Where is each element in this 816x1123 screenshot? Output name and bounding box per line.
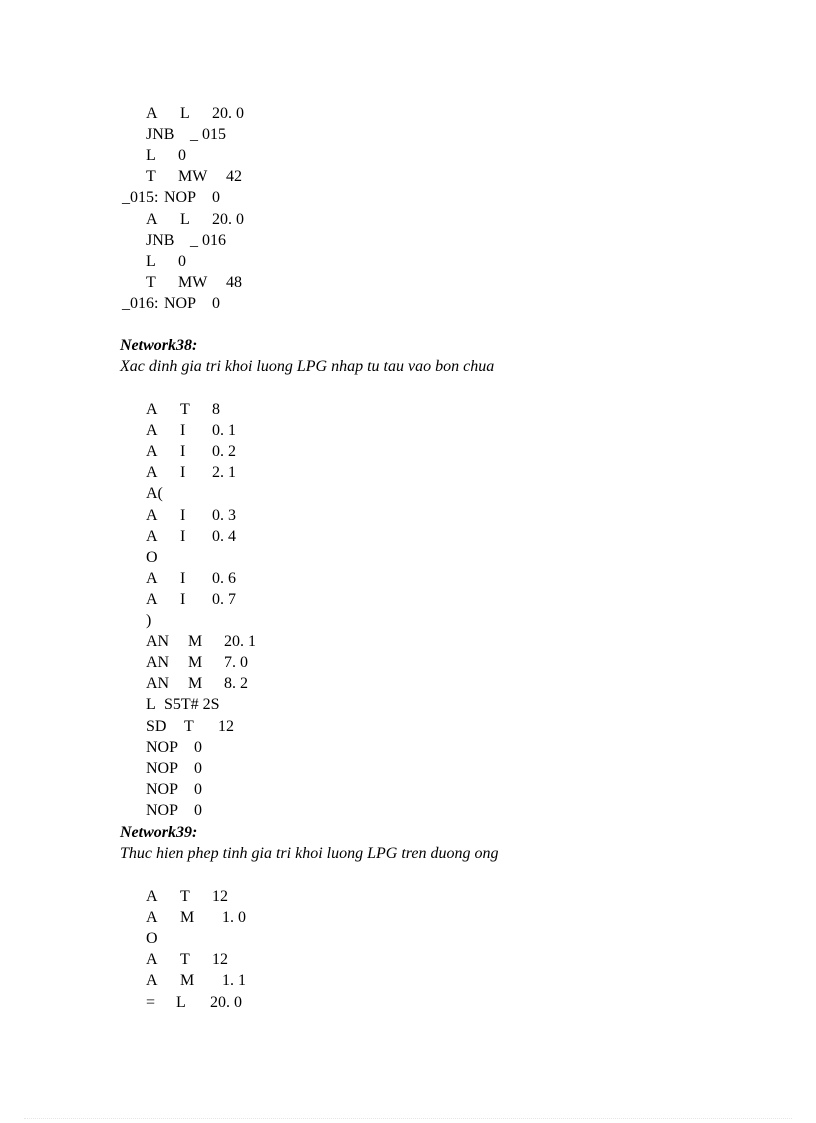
instruction-op: JNB (146, 231, 175, 249)
instruction-op: = (146, 993, 156, 1011)
instruction-op: AN (146, 675, 170, 693)
instruction-address: 8. 2 (224, 675, 248, 693)
instruction-operand: _ 015 (190, 126, 226, 144)
instruction-address: 0. 6 (212, 569, 236, 587)
code-line (0, 526, 816, 547)
code-line (0, 737, 816, 758)
instruction-op: L (146, 696, 156, 714)
instruction-op: AN (146, 633, 170, 651)
instruction-op: A (146, 464, 158, 482)
instruction-op: NOP (146, 759, 179, 777)
instruction-op: A (146, 422, 158, 440)
code-line (0, 970, 816, 991)
instruction-op: A (146, 909, 158, 927)
instruction-op: A (146, 443, 158, 461)
instruction-op: O (146, 548, 158, 566)
network39-title: Network39: (120, 824, 198, 841)
instruction-operand: M (188, 675, 203, 693)
code-line (0, 187, 816, 208)
instruction-op: NOP (146, 738, 179, 756)
instruction-op: A( (146, 485, 163, 503)
code-line (0, 631, 816, 652)
code-line (0, 886, 816, 907)
code-line (0, 166, 816, 187)
code-line (0, 673, 816, 694)
instruction-operand: I (180, 422, 186, 440)
instruction-address: 20. 0 (210, 993, 242, 1011)
instruction-op: A (146, 972, 158, 990)
instruction-operand: S5T# 2S (164, 696, 220, 714)
instruction-op: O (146, 930, 158, 948)
code-line (0, 209, 816, 230)
network38-title: Network38: (120, 337, 198, 354)
instruction-operand: 0 (194, 738, 202, 756)
instruction-op: T (146, 273, 156, 291)
instruction-operand: T (180, 401, 190, 418)
instruction-op: AN (146, 654, 170, 672)
code-line (0, 589, 816, 610)
instruction-address: 0. 7 (212, 590, 236, 608)
code-line (0, 462, 816, 483)
code-line (0, 399, 816, 420)
instruction-op: A (146, 590, 158, 608)
instruction-address: 20. 0 (212, 105, 244, 122)
instruction-address: 0. 2 (212, 443, 236, 461)
instruction-op: SD (146, 717, 167, 735)
code-line (0, 272, 816, 293)
code-line (0, 547, 816, 568)
code-line (0, 568, 816, 589)
instruction-operand: L (180, 210, 190, 228)
instruction-operand: I (180, 506, 186, 524)
code-line (0, 124, 816, 145)
instruction-op: NOP (146, 780, 179, 798)
code-line (0, 800, 816, 821)
instruction-operand: 0 (212, 294, 220, 312)
instruction-address: 20. 0 (212, 210, 244, 228)
code-line (0, 103, 816, 124)
instruction-operand: 0 (194, 780, 202, 798)
instruction-op: JNB (146, 126, 175, 144)
instruction-op: A (146, 888, 158, 905)
code-line (0, 610, 816, 631)
instruction-operand: I (180, 443, 186, 461)
code-line (0, 779, 816, 800)
code-line (0, 505, 816, 526)
page-bottom-rule (24, 1118, 792, 1119)
code-line (0, 716, 816, 737)
instruction-operand: I (180, 569, 186, 587)
code-line (0, 758, 816, 779)
code-line (0, 992, 816, 1013)
instruction-operand: I (180, 464, 186, 482)
instruction-address: 12 (212, 951, 228, 969)
instruction-op: A (146, 951, 158, 969)
code-line (0, 145, 816, 166)
instruction-op: A (146, 105, 158, 122)
instruction-op: A (146, 210, 158, 228)
instruction-address: 0. 3 (212, 506, 236, 524)
instruction-operand: I (180, 527, 186, 545)
instruction-operand: L (176, 993, 186, 1011)
instruction-operand: 0 (194, 801, 202, 819)
instruction-operand: T (180, 951, 190, 969)
code-line (0, 230, 816, 251)
instruction-address: 0. 1 (212, 422, 236, 440)
instruction-op: L (146, 252, 156, 270)
code-line (0, 907, 816, 928)
instruction-operand: M (188, 633, 203, 651)
instruction-address: 2. 1 (212, 464, 236, 482)
code-line (0, 928, 816, 949)
instruction-operand: M (180, 909, 195, 927)
instruction-operand: 0 (212, 189, 220, 207)
instruction-operand: T (180, 888, 190, 905)
instruction-operand: M (188, 654, 203, 672)
instruction-address: 8 (212, 401, 220, 418)
instruction-address: 1. 1 (222, 972, 246, 990)
code-line (0, 652, 816, 673)
instruction-operand: L (180, 105, 190, 122)
code-line (0, 251, 816, 272)
network39-description: Thuc hien phep tinh gia tri khoi luong LPG tren duong ong (120, 845, 499, 862)
instruction-operand: MW (178, 273, 208, 291)
instruction-op: A (146, 569, 158, 587)
instruction-op: A (146, 401, 158, 418)
instruction-operand: M (180, 972, 195, 990)
instruction-address: 12 (212, 888, 228, 905)
instruction-operand: 0 (194, 759, 202, 777)
instruction-op: A (146, 506, 158, 524)
instruction-address: 48 (226, 273, 242, 291)
instruction-op: A (146, 527, 158, 545)
jump-label: _016: (122, 294, 159, 312)
code-line (0, 293, 816, 314)
code-line (0, 441, 816, 462)
instruction-operand: 0 (178, 147, 186, 165)
instruction-op: NOP (146, 801, 179, 819)
instruction-address: 0. 4 (212, 527, 236, 545)
instruction-operand: MW (178, 168, 208, 186)
instruction-operand: I (180, 590, 186, 608)
jump-label: _015: (122, 189, 159, 207)
instruction-operand: T (184, 717, 194, 735)
instruction-op: L (146, 147, 156, 165)
instruction-address: 42 (226, 168, 242, 186)
code-line (0, 949, 816, 970)
instruction-operand: _ 016 (190, 231, 226, 249)
code-line (0, 694, 816, 715)
instruction-address: 20. 1 (224, 633, 256, 651)
instruction-op: ) (146, 612, 152, 629)
code-line (0, 483, 816, 504)
network38-description: Xac dinh gia tri khoi luong LPG nhap tu tau vao bon chua (120, 358, 495, 375)
instruction-op: NOP (164, 189, 197, 207)
code-line (0, 420, 816, 441)
instruction-operand: 0 (178, 252, 186, 270)
instruction-address: 12 (218, 717, 234, 735)
instruction-op: T (146, 168, 156, 186)
instruction-address: 7. 0 (224, 654, 248, 672)
instruction-address: 1. 0 (222, 909, 246, 927)
instruction-op: NOP (164, 294, 197, 312)
